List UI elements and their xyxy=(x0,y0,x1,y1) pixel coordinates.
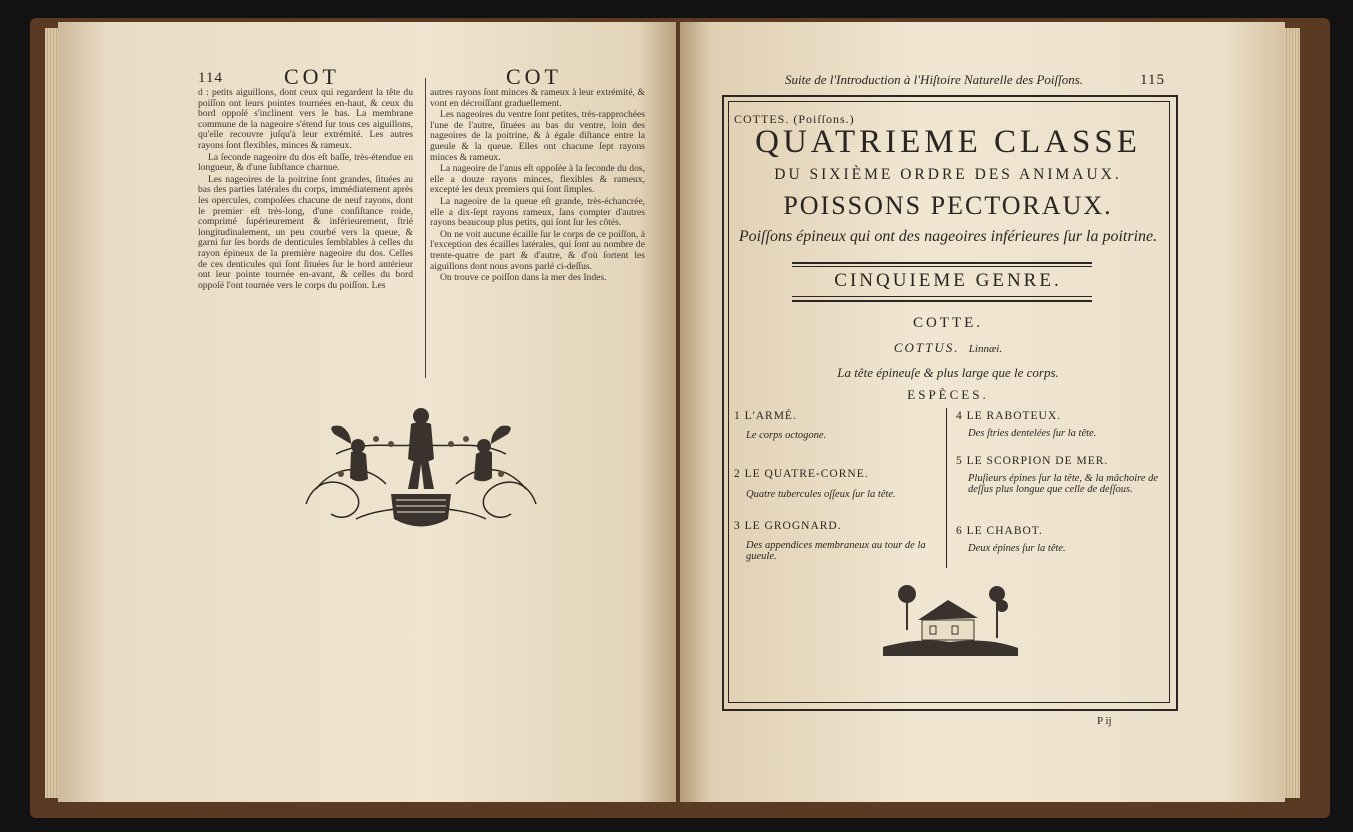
left-page-number: 114 xyxy=(198,70,223,86)
species-description: Pluſieurs épines ſur la tête, & la mâchoire de deſſus plus longue que celle de deſſous. xyxy=(968,473,1159,495)
group-description: Poiſſons épineux qui ont des nageoires inférieures ſur la poitrine. xyxy=(738,228,1158,245)
left-running-head-b: COT xyxy=(506,64,562,89)
column-divider xyxy=(425,78,426,378)
species-description: Quatre tubercules oſſeux ſur la tête. xyxy=(746,489,896,500)
group-title: POISSONS PECTORAUX. xyxy=(783,191,1113,220)
genus-author: Linnæi. xyxy=(968,343,1003,355)
paragraph: La nageoire de la queue eſt grande, très-échancrée, elle a dix-ſept rayons rameux, ſans compter d'autres rayons beaucoup plus petits, qui ſont ſur les côtés. xyxy=(430,195,645,229)
section-tag: COTTES. (Poiſſons.) xyxy=(734,112,855,126)
genus-description: La tête épineuſe & plus large que le corps. xyxy=(837,365,1059,380)
species-number: 5 xyxy=(956,455,963,467)
left-page xyxy=(58,22,676,802)
ornamental-rule-top-thin xyxy=(792,266,1092,267)
species-name: L'ARMÉ. xyxy=(744,410,797,422)
genus-latin-line xyxy=(728,340,1168,356)
paragraph: Les nageoires de la poitrine ſont grandes, ſituées au bas des parties latérales du corps, immédiatement après les opercules, compoſées chacune de neuf rayons, dont le premier eſt très-long, d'une conſiſtance roide, comprimé ſupérieurement & inférieurement, ſtrié longitudinalement, un peu courbé vers la queue, & garni ſur ſes bords de denticules ſemblables à celles du rayon épineux de la première nageoire du dos. Celles de ces denticules qui ſont ſituées ſur le bord antérieur ont leur pointe tournée en-avant, & celles du bord oppoſé l'ont tournée vers le corps du poiſſon. Les xyxy=(198,173,413,291)
cottage-vignette-ornament xyxy=(878,582,1023,662)
species-number: 1 xyxy=(734,410,741,422)
paragraph: autres rayons ſont minces & rameux à leur extrémité, & vont en décroiſſant graduellement. xyxy=(430,87,645,109)
class-title: QUATRIEME CLASSE xyxy=(755,124,1141,160)
species-number: 6 xyxy=(956,525,963,537)
ornamental-rule-top xyxy=(792,262,1092,264)
right-running-head: Suite de l'Introduction à l'Hiſtoire Naturelle des Poiſſons. xyxy=(785,72,1084,87)
species-description: Le corps octogone. xyxy=(746,430,827,441)
left-column-1 xyxy=(198,88,413,292)
species-description: Deux épines ſur la tête. xyxy=(968,543,1066,554)
paragraph: On trouve ce poiſſon dans la mer des Indes. xyxy=(440,272,607,284)
species-name: LE GROGNARD. xyxy=(744,520,842,532)
species-entry xyxy=(956,455,1164,525)
right-page-number: 115 xyxy=(1140,72,1165,88)
species-header: ESPÈCES. xyxy=(907,387,989,402)
species-name: LE RABOTEUX. xyxy=(966,410,1062,422)
species-entry xyxy=(956,525,1164,554)
ornamental-rule-bottom-thin xyxy=(792,296,1092,297)
species-number: 2 xyxy=(734,468,741,480)
species-entry xyxy=(734,520,939,562)
genre-title: CINQUIEME GENRE. xyxy=(834,270,1062,291)
species-entry xyxy=(956,410,1164,455)
order-line: DU SIXIÈME ORDRE DES ANIMAUX. xyxy=(774,166,1122,183)
species-entry xyxy=(734,468,939,520)
paragraph: La ſeconde nageoire du dos eſt baſſe, très-étendue en longueur, & d'une ſubſtance charnue. xyxy=(198,151,413,174)
left-column-2 xyxy=(430,88,645,285)
species-name: LE SCORPION DE MER. xyxy=(966,455,1109,467)
species-name: LE CHABOT. xyxy=(966,525,1043,537)
paragraph: Les nageoires du ventre ſont petites, très-rapprochées l'une de l'autre, ſituées au bas du ventre, loin des nageoires de la poitrine, & à égale diſtance entre la gueule & la queue. Elles ont chacune ſept rayons minces & rameux. xyxy=(430,109,645,163)
ornamental-rule-bottom xyxy=(792,300,1092,302)
species-entry xyxy=(734,410,939,468)
cherub-vignette-ornament xyxy=(296,394,546,544)
species-list-left xyxy=(734,410,939,562)
left-running-head-a: COT xyxy=(284,64,340,89)
species-number: 3 xyxy=(734,520,741,532)
paragraph: On ne voit aucune écaille ſur le corps de ce poiſſon, à l'exception des écailles latérales, qui ſont au nombre de trente-quatre de part & d'autre, & d'où ſortent les aiguillons dont nous avons parlé ci-deſſus. xyxy=(430,228,645,272)
species-list-right xyxy=(956,410,1164,554)
species-column-divider xyxy=(946,408,947,568)
genus-french-name: COTTE. xyxy=(912,315,984,331)
species-number: 4 xyxy=(956,410,963,422)
species-description: Des ſtries dentelées ſur la tête. xyxy=(968,428,1097,439)
species-description: Des appendices membraneux au tour de la gueule. xyxy=(746,540,926,562)
species-name: LE QUATRE-CORNE. xyxy=(744,468,869,480)
signature-mark: P ij xyxy=(1097,715,1112,727)
genus-latin-name: COTTUS. xyxy=(893,340,960,355)
paragraph: d : petits aiguillons, dont ceux qui regardent la tête du poiſſon ont leurs pointes tournées en-haut, & ceux du bord oppoſé s'inclinent vers le bas. La membrane commune de la nageoire s'étend ſur tous ces aiguillons, qu'elle recouvre juſqu'à leur extrémité. Les autres rayons ſont flexibles, minces & rameux. xyxy=(198,87,413,151)
paragraph: La nageoire de l'anus eſt oppoſée à la ſeconde du dos, elle a douze rayons minces, flexibles & rameux, excepté les deux premiers qui ſont ſimples. xyxy=(430,163,645,196)
